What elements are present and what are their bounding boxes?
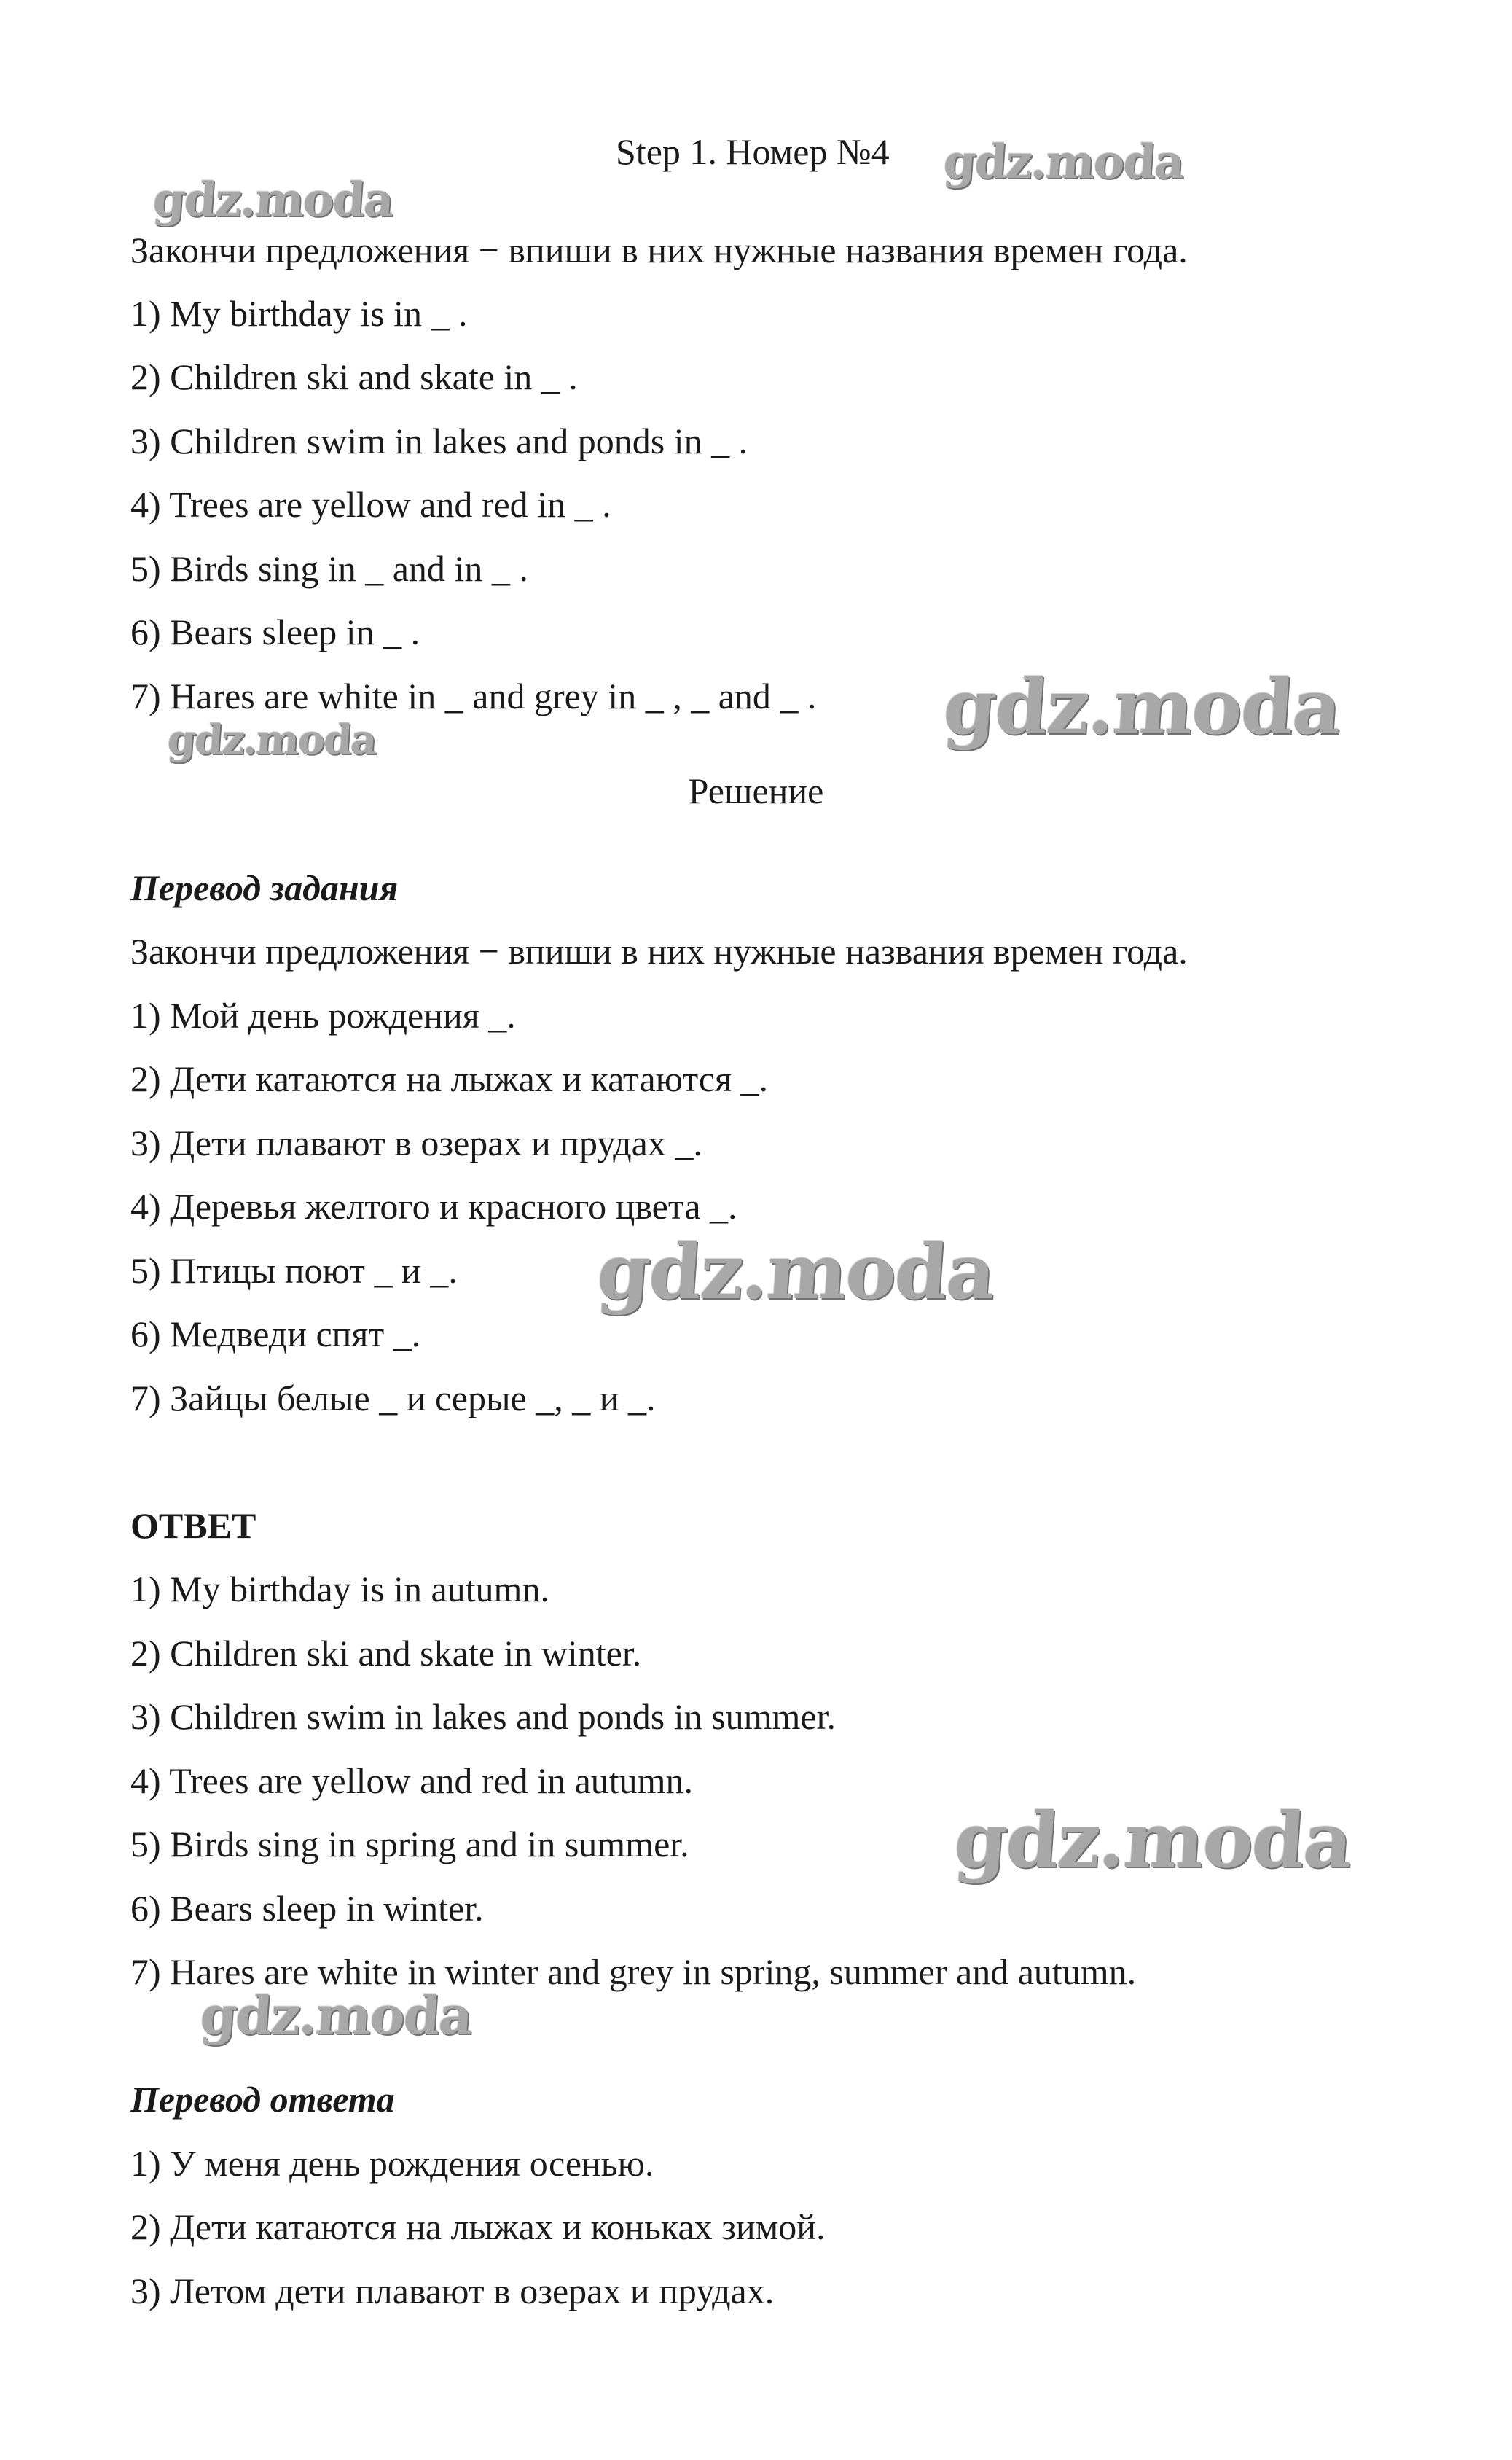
task-item-2: 2) Children ski and skate in _ . [130,356,578,397]
task-item-5: 5) Birds sing in _ and in _ . [130,548,528,589]
answer-item-2: 2) Children ski and skate in winter. [130,1633,642,1674]
page-title: Step 1. Номер №4 [616,131,890,172]
answer-heading: ОТВЕТ [130,1505,256,1546]
answer-translation-item-2: 2) Дети катаются на лыжах и коньках зимой. [130,2206,826,2247]
answer-item-1: 1) My birthday is in autumn. [130,1569,549,1609]
answer-item-3: 3) Children swim in lakes and ponds in summer. [130,1696,836,1737]
solution-label: Решение [688,770,824,811]
watermark: gdz.moda [165,716,377,764]
task-item-7: 7) Hares are white in _ and grey in _ , _ and _ . [130,676,817,716]
watermark: gdz.moda [594,1227,998,1316]
task-item-4: 4) Trees are yellow and red in _ . [130,484,611,525]
answer-translation-item-1: 1) У меня день рождения осенью. [130,2143,654,2184]
watermark: gdz.moda [941,135,1186,190]
answer-translation-heading: Перевод ответа [130,2079,395,2120]
answer-item-4: 4) Trees are yellow and red in autumn. [130,1760,694,1801]
answer-item-7: 7) Hares are white in winter and grey in spring, summer and autumn. [130,1951,1137,1992]
translation-heading: Перевод задания [130,867,399,908]
task-item-1: 1) My birthday is in _ . [130,293,468,334]
translation-item-3: 3) Дети плавают в озерах и прудах _. [130,1122,702,1163]
translation-item-1: 1) Мой день рождения _. [130,995,516,1036]
watermark: gdz.moda [198,1984,474,2046]
watermark: gdz.moda [940,662,1344,751]
translation-item-5: 5) Птицы поют _ и _. [130,1250,458,1291]
watermark: gdz.moda [951,1795,1355,1885]
answer-translation-item-3: 3) Летом дети плавают в озерах и прудах. [130,2270,775,2311]
task-item-3: 3) Children swim in lakes and ponds in _ . [130,421,748,461]
translation-item-6: 6) Медведи спят _. [130,1313,421,1354]
answer-item-5: 5) Birds sing in spring and in summer. [130,1824,689,1864]
translation-instruction: Закончи предложения − впиши в них нужные названия времен года. [130,931,1188,972]
answer-item-6: 6) Bears sleep in winter. [130,1888,484,1929]
watermark: gdz.moda [151,173,395,227]
task-item-6: 6) Bears sleep in _ . [130,612,420,652]
translation-item-2: 2) Дети катаются на лыжах и катаются _. [130,1058,769,1099]
translation-item-4: 4) Деревья желтого и красного цвета _. [130,1186,737,1227]
task-instruction: Закончи предложения − впиши в них нужные названия времен года. [130,230,1188,270]
translation-item-7: 7) Зайцы белые _ и серые _, _ и _. [130,1378,656,1418]
